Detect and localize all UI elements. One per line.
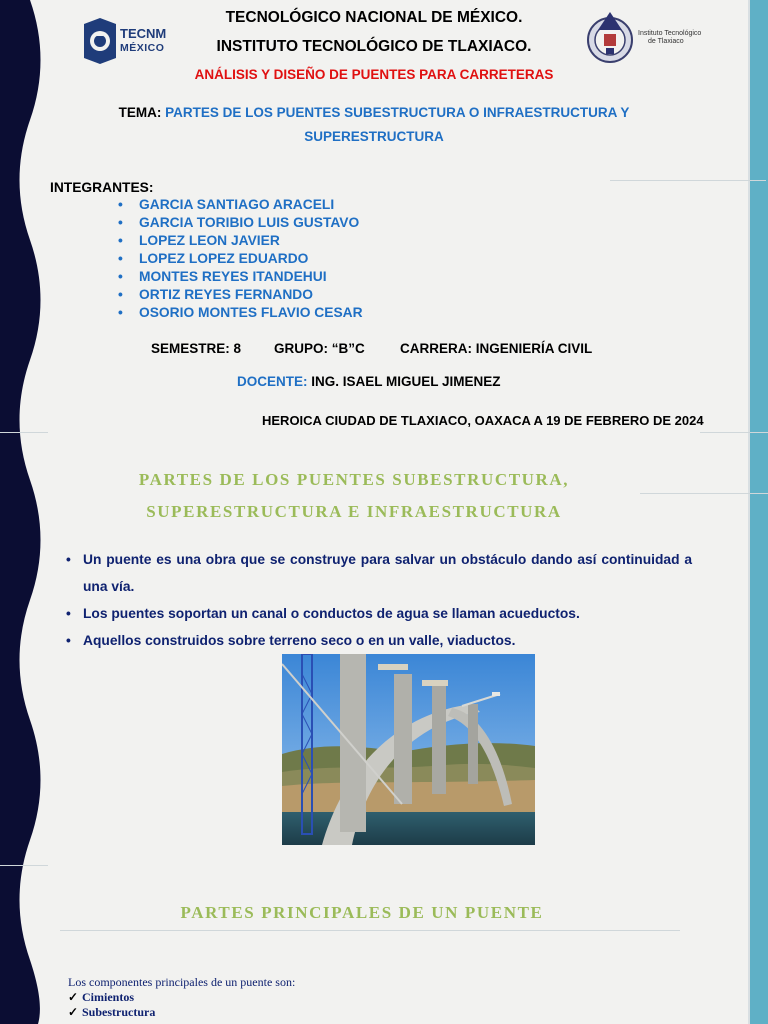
- components-intro: Los componentes principales de un puente son:: [68, 975, 296, 989]
- member-name: GARCIA SANTIAGO ARACELI: [139, 197, 335, 212]
- tema-label: TEMA:: [118, 105, 162, 120]
- member-item: • OSORIO MONTES FLAVIO CESAR: [118, 305, 363, 320]
- member-item: • GARCIA TORIBIO LUIS GUSTAVO: [118, 215, 360, 230]
- bullet-text: Un puente es una obra que se construye para salvar un obstáculo dando así continuidad a una vía.: [83, 552, 692, 594]
- bridge-construction-photo: [282, 654, 535, 845]
- header-line-2: INSTITUTO TECNOLÓGICO DE TLAXIACO.: [216, 38, 532, 55]
- tecnm-logo-text: TECNM: [120, 26, 167, 41]
- bullet-text: Los puentes soportan un canal o conductos de agua se llaman acueductos.: [83, 606, 580, 621]
- tema-line-1: [0, 105, 748, 120]
- member-item: • MONTES REYES ITANDEHUI: [118, 269, 327, 284]
- bullet-item: • Un puente es una obra que se construye para salvar un obstáculo dando así continuidad a una vía.: [66, 552, 692, 594]
- tema-line-2: SUPERESTRUCTURA: [304, 129, 444, 144]
- itt-logo-text-1: Instituto Tecnológico: [638, 30, 702, 37]
- section-1-bullets: [66, 546, 692, 654]
- docente-name: ING. ISAEL MIGUEL JIMENEZ: [311, 374, 501, 389]
- slide-divider: [610, 180, 766, 181]
- member-item: • ORTIZ REYES FERNANDO: [118, 287, 314, 302]
- checkmark-icon: ✓: [68, 990, 79, 1004]
- slide-divider: [640, 493, 768, 494]
- section-1-title-line-2: SUPERESTRUCTURA E INFRAESTRUCTURA: [146, 502, 562, 521]
- member-item: • LOPEZ LOPEZ EDUARDO: [118, 251, 309, 266]
- member-name: LOPEZ LEON JAVIER: [139, 233, 280, 248]
- checkmark-icon: ✓: [68, 1005, 79, 1019]
- bullet-item: • Aquellos construidos sobre terreno seco o en un valle, viaductos.: [66, 633, 516, 648]
- grupo-text: GRUPO: “B”C: [274, 341, 365, 356]
- slide-divider: [60, 930, 680, 931]
- section-2-title: PARTES PRINCIPALES DE UN PUENTE: [180, 903, 544, 922]
- members-list: [118, 196, 363, 322]
- component-item: [68, 990, 295, 1005]
- slide-divider: [700, 432, 768, 433]
- itt-logo-text-2: de Tlaxiaco: [648, 38, 684, 45]
- section-1-title-line-1: PARTES DE LOS PUENTES SUBESTRUCTURA,: [138, 470, 570, 489]
- tecnm-logo-subtext: MÉXICO: [120, 42, 165, 54]
- component-text: Cimientos: [82, 990, 134, 1004]
- member-item: • LOPEZ LEON JAVIER: [118, 233, 280, 248]
- semestre-text: SEMESTRE: 8: [151, 341, 242, 356]
- slide-divider: [0, 865, 48, 866]
- slide-divider: [0, 432, 48, 433]
- member-item: • GARCIA SANTIAGO ARACELI: [118, 197, 335, 212]
- docente-label: DOCENTE:: [237, 374, 308, 389]
- member-name: LOPEZ LOPEZ EDUARDO: [139, 251, 309, 266]
- docente-line: [237, 374, 501, 389]
- component-item: [68, 1005, 295, 1020]
- bullet-item: • Los puentes soportan un canal o conductos de agua se llaman acueductos.: [66, 606, 580, 621]
- member-name: OSORIO MONTES FLAVIO CESAR: [139, 305, 363, 320]
- place-date: HEROICA CIUDAD DE TLAXIACO, OAXACA A 19 DE FEBRERO DE 2024: [262, 413, 704, 428]
- subject-title: ANÁLISIS Y DISEÑO DE PUENTES PARA CARRETERAS: [194, 67, 554, 82]
- components-list: [68, 975, 295, 1020]
- member-name: MONTES REYES ITANDEHUI: [139, 269, 327, 284]
- bullet-text: Aquellos construidos sobre terreno seco o en un valle, viaductos.: [83, 633, 516, 648]
- integrantes-label: INTEGRANTES:: [50, 180, 154, 195]
- right-decorative-band: [750, 0, 768, 1024]
- header-line-1: TECNOLÓGICO NACIONAL DE MÉXICO.: [225, 9, 523, 26]
- member-name: GARCIA TORIBIO LUIS GUSTAVO: [139, 215, 360, 230]
- member-name: ORTIZ REYES FERNANDO: [139, 287, 314, 302]
- carrera-text: CARRERA: INGENIERÍA CIVIL: [400, 341, 593, 356]
- tema-text-1: PARTES DE LOS PUENTES SUBESTRUCTURA O INFRAESTRUCTURA Y: [165, 105, 630, 120]
- component-text: Subestructura: [82, 1005, 156, 1019]
- right-border-line: [748, 0, 750, 1024]
